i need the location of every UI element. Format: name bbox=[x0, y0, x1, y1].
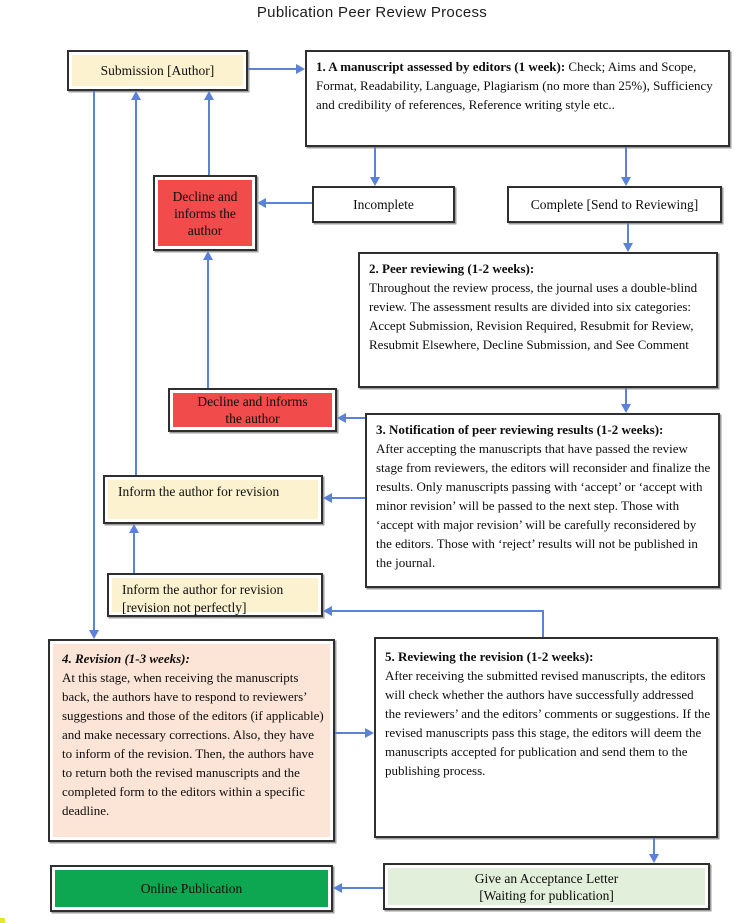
connector-incomplete-decline-line bbox=[266, 202, 312, 204]
connector-step5-imperfect-vline bbox=[542, 610, 544, 637]
connector-submission-step1-arrowhead bbox=[296, 64, 305, 74]
connector-step5-acceptance-arrowhead bbox=[649, 854, 659, 863]
connector-step1-complete-line bbox=[625, 147, 627, 178]
connector-incomplete-decline-arrowhead bbox=[257, 198, 266, 208]
connector-submission-step4-arrowhead bbox=[89, 630, 99, 639]
node-complete bbox=[507, 186, 722, 223]
connector-step5-acceptance-line bbox=[653, 838, 655, 854]
node-step1-text bbox=[307, 52, 728, 145]
connector-acceptance-online-arrowhead bbox=[333, 883, 342, 893]
node-step2-heading: 2. Peer reviewing (1-2 weeks): bbox=[369, 261, 535, 276]
node-step5-heading: 5. Reviewing the revision (1-2 weeks): bbox=[385, 649, 594, 664]
inform-imperfect-line1: Inform the author for revision bbox=[122, 582, 284, 597]
connector-step3-decline-arrowhead bbox=[337, 413, 346, 423]
connector-imperfect-inform-line bbox=[133, 533, 135, 573]
decline-mid-line2: the author bbox=[225, 411, 280, 426]
page-title: Publication Peer Review Process bbox=[256, 4, 488, 21]
connector-imperfect-inform-arrowhead bbox=[129, 524, 139, 533]
node-step4-body: At this stage, when receiving the manuscripts back, the authors have to respond to reviewers’ suggestions and those of the editors (if applicable) and make necessary corrections. Also, they have to inform of the revision. Then, the authors have to return both the revised manuscripts and the completed form to the editors within a specific deadline. bbox=[62, 670, 324, 818]
node-complete-label: Complete [Send to Reviewing] bbox=[530, 197, 699, 212]
node-inform-revision bbox=[103, 475, 323, 524]
connector-step5-imperfect-hline bbox=[332, 610, 544, 612]
node-decline-mid bbox=[168, 388, 337, 432]
node-inform-revision-imperfect-label bbox=[109, 575, 321, 615]
node-step3 bbox=[365, 413, 720, 588]
node-submission bbox=[67, 50, 248, 91]
node-online-publication bbox=[50, 865, 333, 912]
connector-step2-step3-line bbox=[625, 388, 627, 405]
node-step1-heading: 1. A manuscript assessed by editors (1 week): bbox=[316, 59, 566, 74]
node-step1 bbox=[305, 50, 730, 147]
node-decline-mid-label bbox=[170, 390, 335, 430]
connector-step4-step5-line bbox=[335, 732, 365, 734]
connector-complete-step2-line bbox=[627, 223, 629, 244]
decline-top-line1: Decline and bbox=[172, 188, 238, 204]
decline-top-line3: author bbox=[187, 222, 223, 238]
node-step4-text bbox=[50, 641, 333, 840]
node-step3-heading: 3. Notification of peer reviewing results (1-2 weeks): bbox=[376, 422, 664, 437]
node-step4-heading: 4. Revision (1-3 weeks): bbox=[62, 651, 190, 666]
decline-top-line2: informs the bbox=[174, 205, 236, 221]
connector-step3-decline-line bbox=[346, 417, 365, 419]
connector-step5-imperfect-arrowhead bbox=[323, 606, 332, 616]
node-step5-body: After receiving the submitted revised manuscripts, the editors will check whether the authors have successfully addressed the reviewers’ and the editors’ comments or suggestions. If the revised manuscripts pass this stage, the editors will deem the manuscripts accepted for publication and send them to the publishing process. bbox=[385, 668, 711, 778]
node-inform-revision-label: Inform the author for revision bbox=[118, 484, 280, 499]
node-incomplete bbox=[312, 186, 455, 223]
connector-acceptance-online-line bbox=[342, 887, 383, 889]
connector-step3-inform-line bbox=[332, 497, 365, 499]
connector-inform-submission-arrowhead bbox=[131, 91, 141, 100]
node-step5-text bbox=[376, 639, 716, 836]
decline-mid-line1: Decline and informs bbox=[197, 394, 308, 409]
node-step2-body: Throughout the review process, the journal uses a double-blind review. The assessment results are divided into six categories: Accept Submission, Revision Required, Resubmit for Review, Resubmit Elsewhere, Decline Submission, and See Comment bbox=[369, 280, 698, 352]
node-incomplete-label: Incomplete bbox=[353, 197, 414, 212]
connector-declinetop-submission-line bbox=[208, 100, 210, 175]
connector-submission-step1-line bbox=[248, 68, 297, 70]
node-step5 bbox=[374, 637, 718, 838]
node-decline-top bbox=[153, 175, 257, 251]
acceptance-line1: Give an Acceptance Letter bbox=[474, 870, 619, 886]
corner-artifact-dot bbox=[0, 918, 5, 923]
node-decline-top-label bbox=[155, 177, 255, 249]
node-step3-body: After accepting the manuscripts that have passed the review stage from reviewers, the editors will reconsider and finalize the results. Only manuscripts passing with ‘accept’ or ‘accept with minor revision’ will be passed to the next step. Those with ‘accept with major revision’ will be carefully reconsidered by the editors. Those with ‘reject’ results will not be published in the journal. bbox=[376, 441, 711, 570]
connector-submission-step4-line bbox=[93, 91, 95, 630]
node-step2 bbox=[358, 252, 718, 388]
connector-declinetop-submission-arrowhead bbox=[204, 91, 214, 100]
node-submission-label: Submission [Author] bbox=[100, 63, 215, 78]
inform-imperfect-line2: [revision not perfectly] bbox=[122, 600, 247, 615]
node-acceptance-letter-label bbox=[385, 865, 708, 908]
node-step4 bbox=[48, 639, 335, 842]
connector-step3-inform-arrowhead bbox=[323, 493, 332, 503]
connector-step4-step5-arrowhead bbox=[365, 728, 374, 738]
connector-step1-incomplete-line bbox=[374, 147, 376, 178]
node-online-publication-label: Online Publication bbox=[140, 881, 243, 896]
connector-step1-complete-arrowhead bbox=[621, 177, 631, 186]
node-inform-revision-imperfect bbox=[107, 573, 323, 617]
node-acceptance-letter bbox=[383, 863, 710, 910]
node-step2-text bbox=[360, 254, 716, 386]
node-step3-text bbox=[367, 415, 718, 586]
connector-declinemid-declinetop-arrowhead bbox=[203, 251, 213, 260]
connector-declinemid-declinetop-line bbox=[207, 260, 209, 388]
connector-inform-submission-line bbox=[135, 100, 137, 475]
node-step1-body: Check; Aims and Scope, Format, Readability, Language, Plagiarism (no more than 25%), Sufficiency and credibility of references, Reference writing style etc.. bbox=[316, 59, 713, 112]
connector-complete-step2-arrowhead bbox=[623, 243, 633, 252]
connector-step1-incomplete-arrowhead bbox=[370, 177, 380, 186]
acceptance-line2: [Waiting for publication] bbox=[479, 887, 614, 903]
connector-step2-step3-arrowhead bbox=[621, 404, 631, 413]
